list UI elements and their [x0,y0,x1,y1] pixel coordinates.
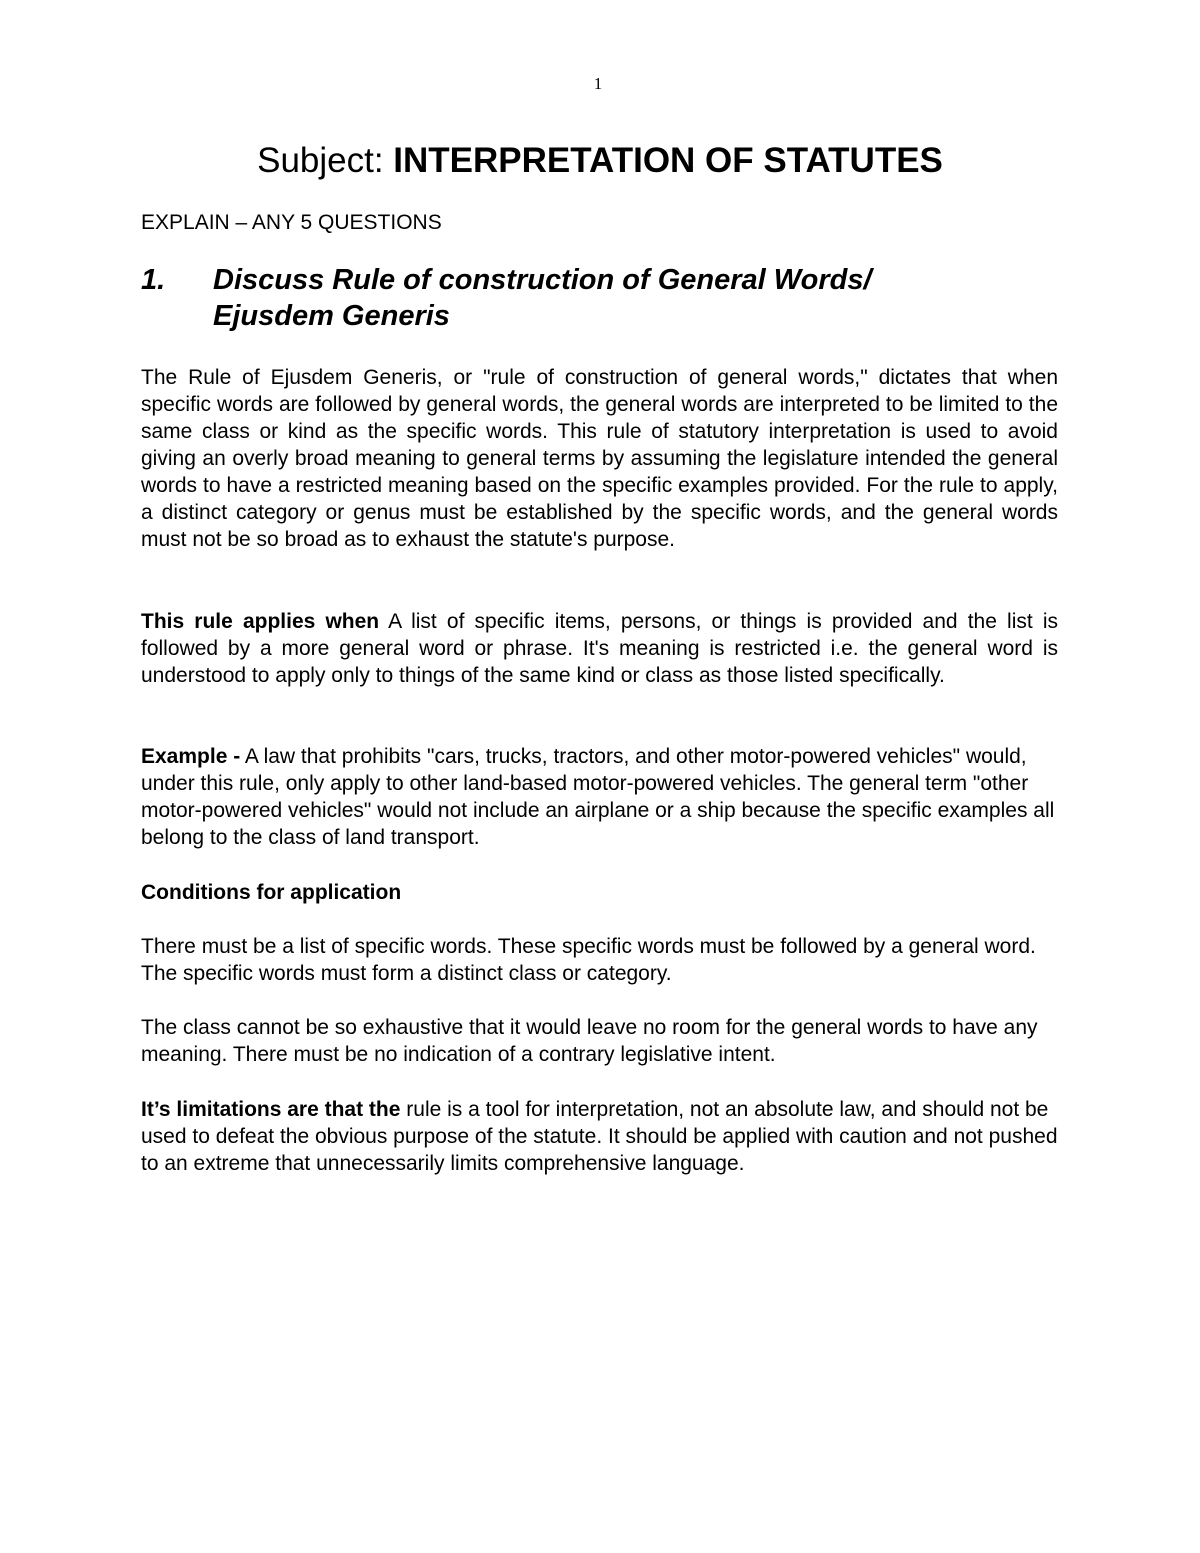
page-title [0,138,1200,184]
applies-paragraph [141,608,1058,689]
intro-paragraph: The Rule of Ejusdem Generis, or "rule of construction of general words," dictates that when specific words are followed by general words, the general words are interpreted to be limited to the same class or kind as the specific words. This rule of statutory interpretation is used to avoid giving an overly broad meaning to general terms by assuming the legislature intended the general words to have a restricted meaning based on the specific examples provided. For the rule to apply, a distinct category or genus must be established by the specific words, and the general words must not be so broad as to exhaust the statute's purpose. [141,366,1058,551]
applies-lead: This rule applies when [141,610,380,633]
applies-text: A list of specific items, persons, or things is provided and the list is followed by a more general word or phrase. It's meaning is restricted i.e. the general word is understood to apply only to things of the same kind or class as those listed specifically. [141,610,1059,687]
subject-title: INTERPRETATION OF STATUTES [393,141,943,180]
conditions-paragraph-1: There must be a list of specific words. These specific words must be followed by a general word. The specific words must form a distinct class or category. [141,935,1036,985]
question-text: Discuss Rule of construction of General Words/ Ejusdem Generis [213,264,872,332]
conditions-heading: Conditions for application [141,881,402,904]
example-text: A law that prohibits "cars, trucks, tractors, and other motor-powered vehicles" would, under this rule, only apply to other land-based motor-powered vehicles. The general term "other motor-powered vehicles" would not include an airplane or a ship because the specific examples all belong to the class of land transport. [141,745,1055,849]
example-lead: Example - [141,745,241,768]
subject-label: Subject: [257,141,384,180]
question-number: 1. [141,264,166,296]
example-paragraph [141,743,1058,851]
limitations-lead: It’s limitations are that the [141,1098,401,1121]
page-number: 1 [593,74,603,93]
conditions-paragraph-2: The class cannot be so exhaustive that it would leave no room for the general words to have any meaning. There must be no indication of a contrary legislative intent. [141,1016,1038,1066]
limitations-paragraph [141,1096,1058,1177]
instruction-text: EXPLAIN – ANY 5 QUESTIONS [141,211,442,234]
limitations-text: rule is a tool for interpretation, not an absolute law, and should not be used to defeat the obvious purpose of the statute. It should be applied with caution and not pushed to an extreme that unnecessarily limits comprehensive language. [141,1098,1058,1175]
